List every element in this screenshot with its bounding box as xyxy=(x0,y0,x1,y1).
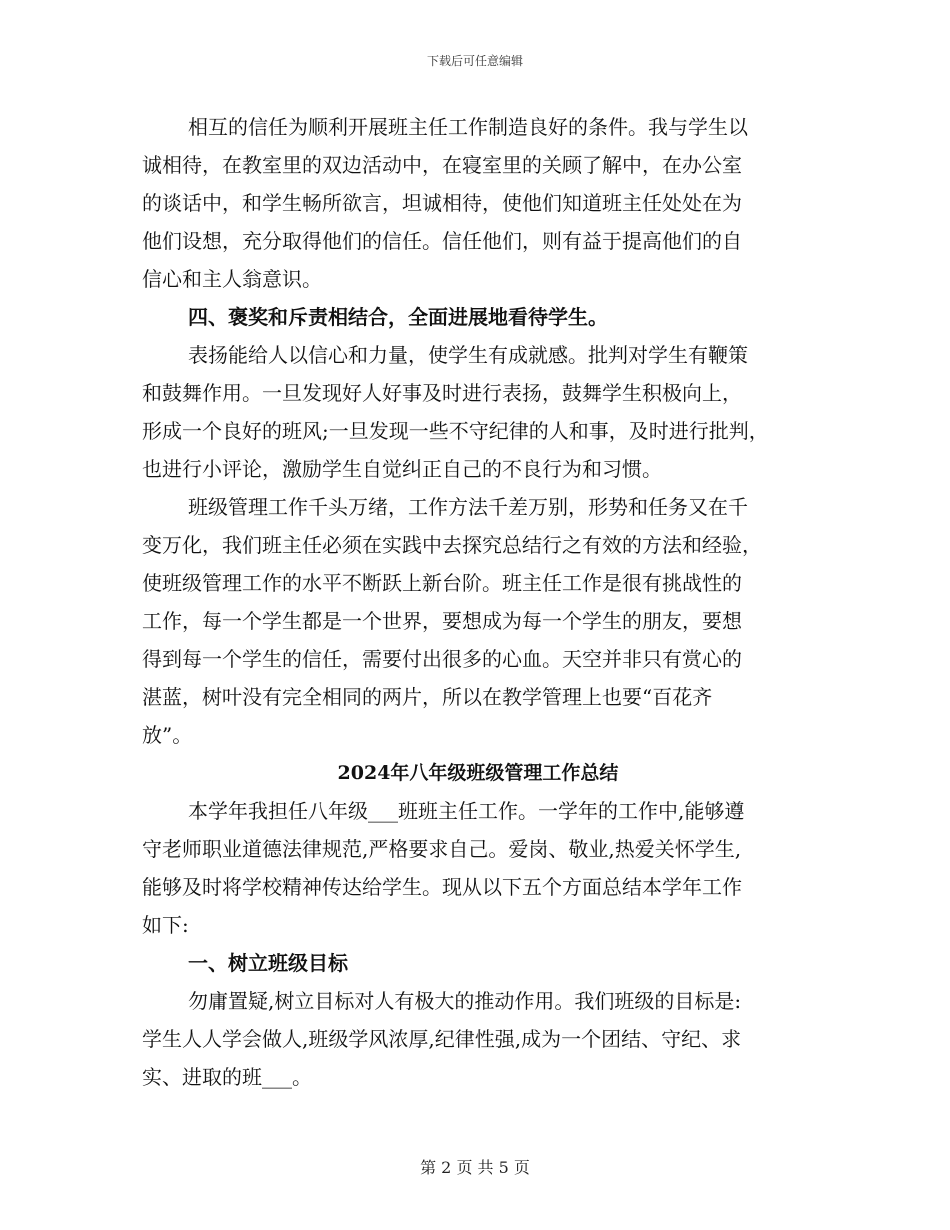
paragraph-line: 班级管理工作千头万绪，工作方法千差万别，形势和任务又在千 xyxy=(188,495,748,519)
paragraph-line: 放”。 xyxy=(142,723,193,747)
paragraph-line: 得到每一个学生的信任，需要付出很多的心血。天空并非只有赏心的 xyxy=(142,647,742,671)
paragraph-line: 实、进取的班___。 xyxy=(142,1065,312,1089)
paragraph-line: 工作，每一个学生都是一个世界，要想成为每一个学生的朋友，要想 xyxy=(142,609,742,633)
paragraph-line: 守老师职业道德法律规范,严格要求自己。爱岗、敬业,热爱关怀学生, xyxy=(142,837,742,861)
section-heading: 四、褒奖和斥责相结合，全面进展地看待学生。 xyxy=(188,305,608,329)
paragraph-line: 形成一个良好的班风;一旦发现一些不守纪律的人和事，及时进行批判， xyxy=(142,419,769,443)
paragraph-line: 诚相待，在教室里的双边活动中，在寝室里的关顾了解中，在办公室 xyxy=(142,153,742,177)
paragraph-line: 他们设想，充分取得他们的信任。信任他们，则有益于提高他们的自 xyxy=(142,229,742,253)
document-title: 2024年八年级班级管理工作总结 xyxy=(337,762,619,784)
paragraph-line: 变万化，我们班主任必须在实践中去探究总结行之有效的方法和经验， xyxy=(142,533,762,557)
paragraph-line: 也进行小评论，激励学生自觉纠正自己的不良行为和习惯。 xyxy=(142,457,662,481)
paragraph-line: 信心和主人翁意识。 xyxy=(142,267,322,291)
paragraph-line: 使班级管理工作的水平不断跃上新台阶。班主任工作是很有挑战性的 xyxy=(142,571,742,595)
paragraph-line: 学生人人学会做人,班级学风浓厚,纪律性强,成为一个团结、守纪、求 xyxy=(142,1027,742,1051)
paragraph-line: 勿庸置疑,树立目标对人有极大的推动作用。我们班级的目标是: xyxy=(188,989,742,1013)
paragraph-line: 相互的信任为顺利开展班主任工作制造良好的条件。我与学生以 xyxy=(188,115,748,139)
paragraph-line: 表扬能给人以信心和力量，使学生有成就感。批判对学生有鞭策 xyxy=(188,343,748,367)
paragraph-line: 和鼓舞作用。一旦发现好人好事及时进行表扬，鼓舞学生积极向上， xyxy=(142,381,742,405)
section-heading: 一、树立班级目标 xyxy=(188,951,348,975)
paragraph-line: 的谈话中，和学生畅所欲言，坦诚相待，使他们知道班主任处处在为 xyxy=(142,191,742,215)
paragraph-line: 本学年我担任八年级___班班主任工作。一学年的工作中,能够遵 xyxy=(188,799,745,823)
paragraph-line: 湛蓝，树叶没有完全相同的两片，所以在教学管理上也要“百花齐 xyxy=(142,685,713,709)
page-number: 第 2 页 共 5 页 xyxy=(420,1158,530,1177)
paragraph-line: 能够及时将学校精神传达给学生。现从以下五个方面总结本学年工作 xyxy=(142,875,742,899)
page-header: 下载后可任意编辑 xyxy=(426,54,523,68)
paragraph-line: 如下: xyxy=(142,913,189,937)
document-body xyxy=(142,108,814,1096)
